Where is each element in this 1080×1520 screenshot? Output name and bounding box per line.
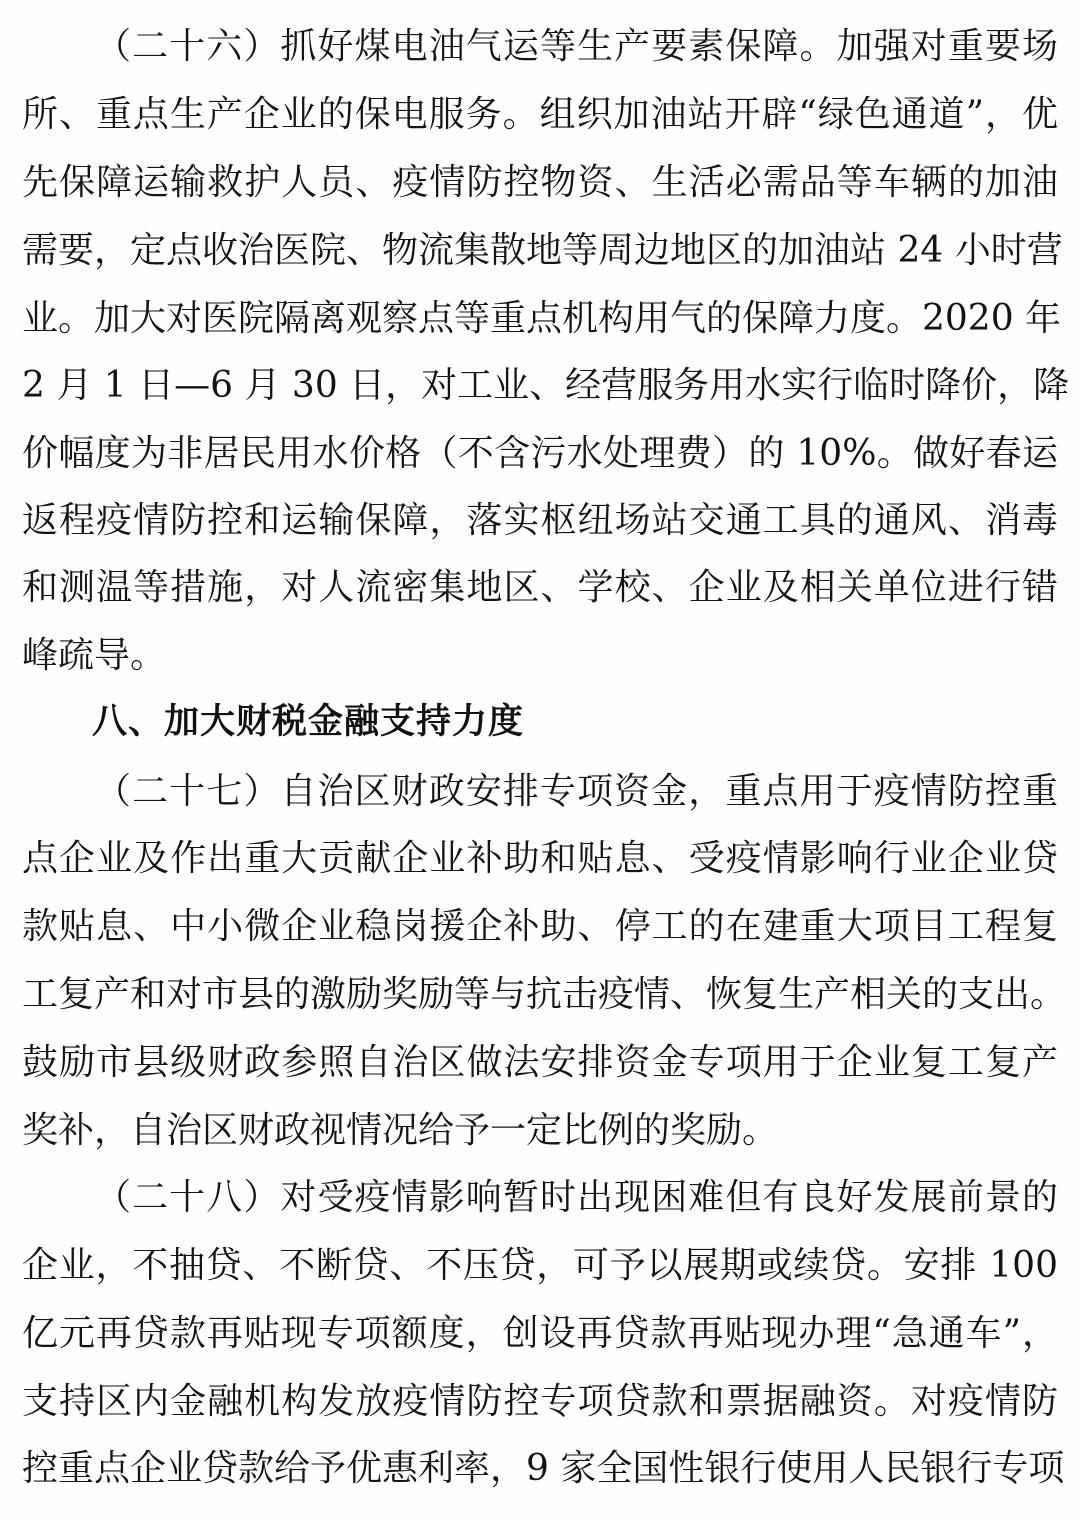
paragraph-line: 先保障运输救护人员、疫情防控物资、生活必需品等车辆的加油 [22, 162, 1058, 203]
section-heading: 八、加大财税金融支持力度 [92, 702, 525, 742]
paragraph-line: 支持区内金融机构发放疫情防控专项贷款和票据融资。对疫情防 [22, 1381, 1058, 1422]
paragraph-line: 控重点企业贷款给予优惠利率，9 家全国性银行使用人民银行专项 [22, 1448, 1065, 1489]
paragraph-line: 奖补，自治区财政视情况给予一定比例的奖励。 [22, 1110, 779, 1151]
paragraph-line: （二十八）对受疫情影响暂时出现困难但有良好发展前景的 [95, 1177, 1058, 1218]
paragraph-line: 鼓励市县级财政参照自治区做法安排资金专项用于企业复工复产 [22, 1042, 1058, 1083]
paragraph-line: 2 月 1 日—6 月 30 日，对工业、经营服务用水实行临时降价，降 [22, 365, 1070, 406]
paragraph-line: 企业，不抽贷、不断贷、不压贷，可予以展期或续贷。安排 100 [22, 1245, 1058, 1286]
paragraph-line: 价幅度为非居民用水价格（不含污水处理费）的 10%。做好春运 [22, 433, 1058, 474]
paragraph-line: 返程疫情防控和运输保障，落实枢纽场站交通工具的通风、消毒 [22, 500, 1058, 541]
paragraph-line: 所、重点生产企业的保电服务。组织加油站开辟“绿色通道”，优 [22, 94, 1058, 135]
paragraph-line: 工复产和对市县的激励奖励等与抗击疫情、恢复生产相关的支出。 [22, 974, 1067, 1015]
paragraph-line: （二十六）抓好煤电油气运等生产要素保障。加强对重要场 [95, 26, 1058, 67]
paragraph-line: 和测温等措施，对人流密集地区、学校、企业及相关单位进行错 [22, 567, 1058, 608]
paragraph-line: 业。加大对医院隔离观察点等重点机构用气的保障力度。2020 年 [22, 298, 1062, 339]
paragraph-line: （二十七）自治区财政安排专项资金，重点用于疫情防控重 [95, 771, 1058, 812]
paragraph-line: 点企业及作出重大贡献企业补助和贴息、受疫情影响行业企业贷 [22, 838, 1058, 879]
paragraph-line: 亿元再贷款再贴现专项额度，创设再贷款再贴现办理“急通车”， [22, 1313, 1058, 1354]
paragraph-line: 需要，定点收治医院、物流集散地等周边地区的加油站 24 小时营 [22, 230, 1063, 271]
paragraph-line: 峰疏导。 [22, 635, 167, 676]
paragraph-line: 款贴息、中小微企业稳岗援企补助、停工的在建重大项目工程复 [22, 906, 1058, 947]
